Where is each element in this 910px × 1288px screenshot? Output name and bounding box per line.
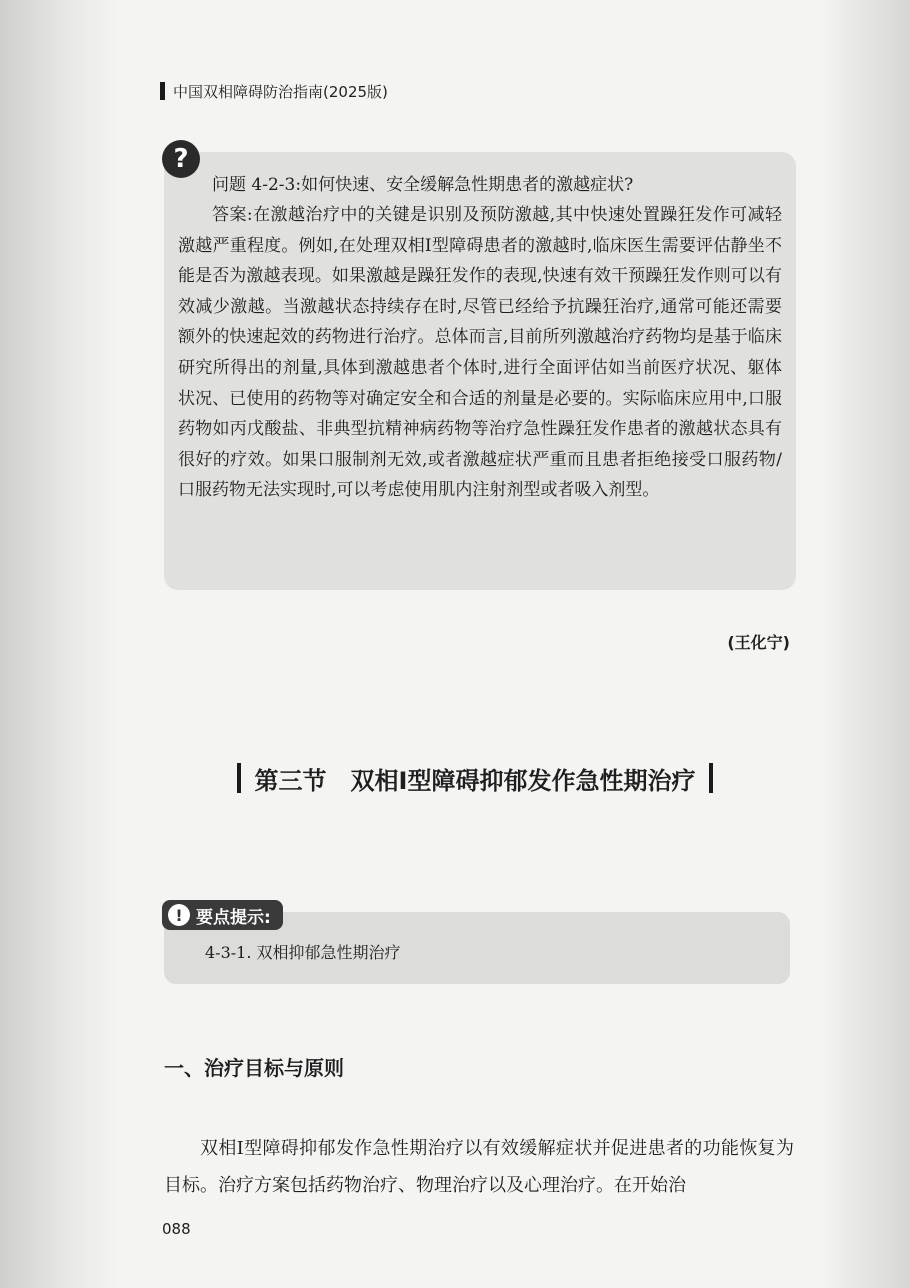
qa-answer: 答案:在激越治疗中的关键是识别及预防激越,其中快速处置躁狂发作可减轻激越严重程度。例如,在处理双相I型障碍患者的激越时,临床医生需要评估静坐不能是否为激越表现。如果激越是躁狂发作的表现,快速有效干预躁狂发作则可以有效减少激越。当激越状态持续存在时,尽管已经给予抗躁狂治疗,通常可能还需要额外的快速起效的药物进行治疗。总体而言,目前所列激越治疗药物均是基于临床研究所得出的剂量,具体到激越患者个体时,进行全面评估如当前医疗状况、躯体状况、已使用的药物等对确定安全和合适的剂量是必要的。实际临床应用中,口服药物如丙戊酸盐、非典型抗精神病药物等治疗急性躁狂发作患者的激越状态具有很好的疗效。如果口服制剂无效,或者激越症状严重而且患者拒绝接受口服药物/口服药物无法实现时,可以考虑使用肌内注射剂型或者吸入剂型。: [178, 205, 782, 501]
running-header: [160, 80, 388, 102]
header-marker-bar: [160, 82, 165, 100]
keypoint-label: 要点提示:: [196, 907, 271, 928]
author-attribution: (王化宁): [727, 633, 790, 652]
title-bar-right: [709, 763, 713, 793]
section-title-text: 第三节 双相I型障碍抑郁发作急性期治疗: [254, 766, 696, 795]
section-title: [210, 758, 740, 798]
page-number: 088: [162, 1220, 191, 1238]
exclamation-icon: !: [168, 904, 190, 926]
page-edge-shadow-left: [0, 0, 120, 1288]
page-edge-shadow-right: [820, 0, 910, 1288]
body-paragraph: 双相I型障碍抑郁发作急性期治疗以有效缓解症状并促进患者的功能恢复为目标。治疗方案包括药物治疗、物理治疗以及心理治疗。在开始治: [164, 1138, 794, 1196]
running-title: 中国双相障碍防治指南(2025版): [173, 82, 388, 101]
subsection-heading: 一、治疗目标与原则: [164, 1056, 344, 1080]
keypoint-item: 4-3-1. 双相抑郁急性期治疗: [205, 943, 401, 962]
keypoint-tab: [162, 900, 283, 930]
qa-question: 问题 4-2-3:如何快速、安全缓解急性期患者的激越症状?: [212, 175, 634, 195]
question-icon: ?: [162, 140, 200, 178]
title-bar-left: [237, 763, 241, 793]
